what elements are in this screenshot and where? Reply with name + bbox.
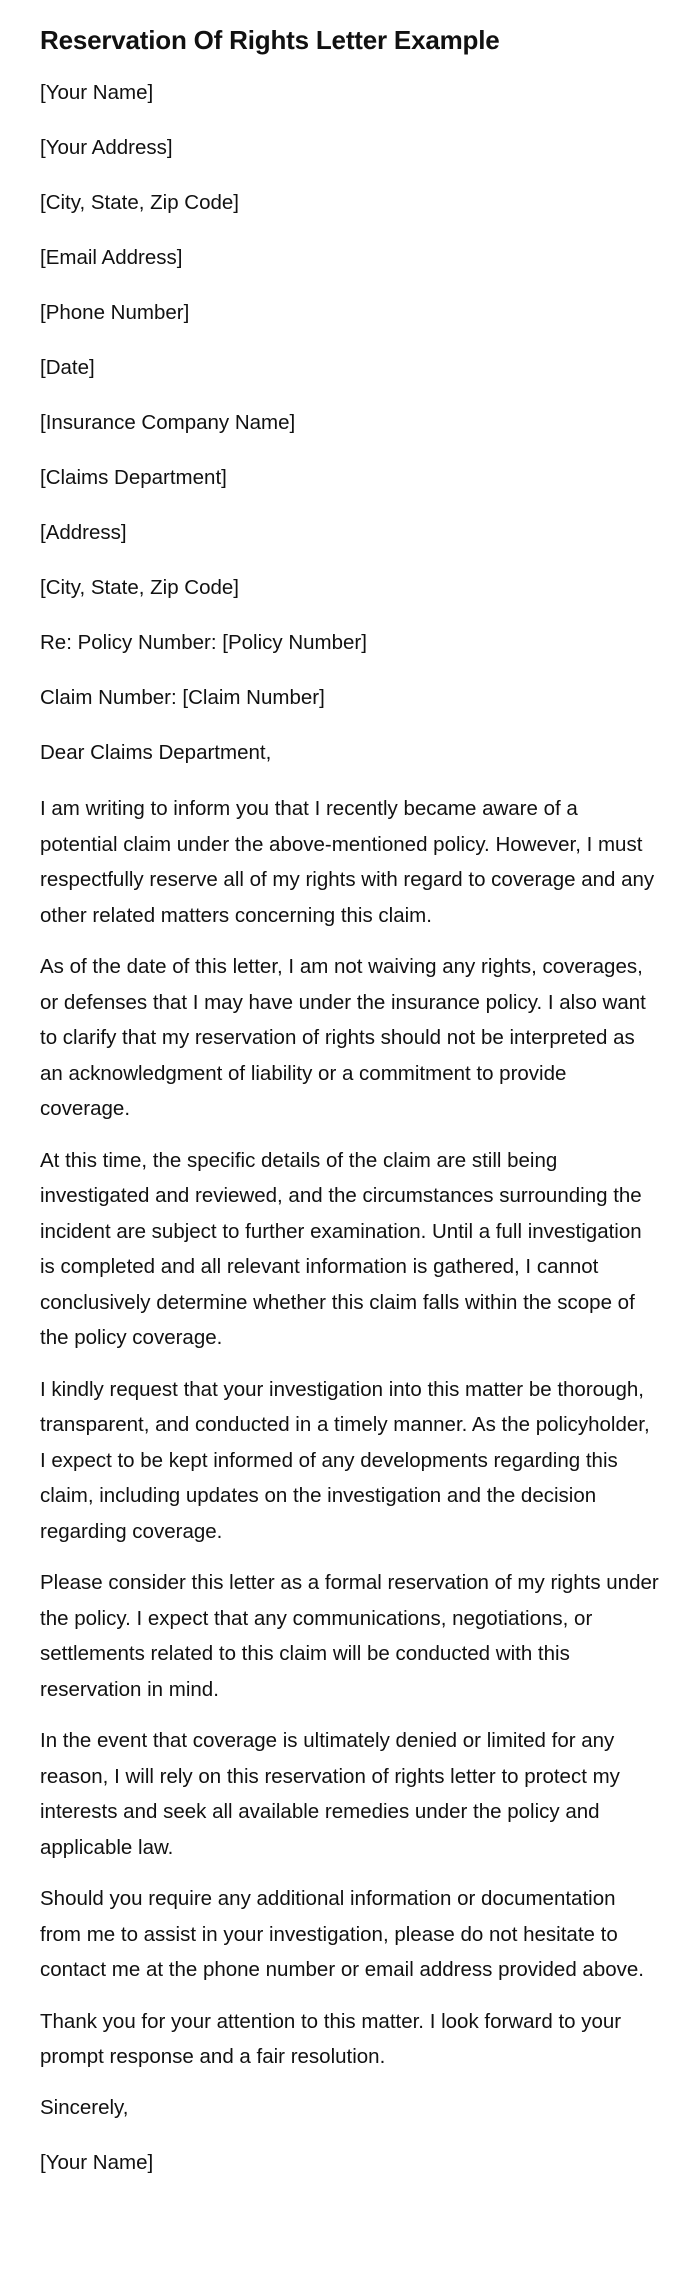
recipient-company: [Insurance Company Name]: [40, 411, 296, 434]
body-paragraph: At this time, the specific details of the claim are still being investigated and reviewed, and the circumstances surrounding the incident are subject to further examination. Until a full investigation is completed and all relevant information is gathered, I cannot conclusively determine whether this claim falls within the scope of the policy coverage.: [40, 1148, 642, 1349]
salutation: Dear Claims Department,: [40, 741, 272, 764]
sender-email: [Email Address]: [40, 246, 183, 269]
body-paragraph: I kindly request that your investigation into this matter be thorough, transparent, and conducted in a timely manner. As the policyholder, I expect to be kept informed of any developments regarding this claim, including updates on the investigation and the decision regarding coverage.: [40, 1377, 650, 1543]
sender-phone: [Phone Number]: [40, 301, 190, 324]
recipient-city-state-zip: [City, State, Zip Code]: [40, 576, 240, 599]
sender-address: [Your Address]: [40, 136, 173, 159]
body-paragraph: In the event that coverage is ultimately denied or limited for any reason, I will rely on this reservation of rights letter to protect my interests and seek all available remedies under the policy and applicable law.: [40, 1729, 620, 1859]
recipient-address: [Address]: [40, 521, 127, 544]
body-paragraph: As of the date of this letter, I am not waiving any rights, coverages, or defenses that I may have under the insurance policy. I also want to clarify that my reservation of rights should not be interpreted as an acknowledgment of liability or a commitment to provide coverage.: [40, 955, 646, 1120]
claim-reference: Claim Number: [Claim Number]: [40, 686, 325, 709]
body-paragraph: Please consider this letter as a formal reservation of my rights under the policy. I expect that any communications, negotiations, or settlements related to this claim will be conducted with this reservation in mind.: [40, 1571, 659, 1701]
recipient-department: [Claims Department]: [40, 466, 227, 489]
body-paragraph: Thank you for your attention to this matter. I look forward to your prompt response and a fair resolution.: [40, 2009, 622, 2068]
policy-reference: Re: Policy Number: [Policy Number]: [40, 631, 367, 654]
body-paragraph: I am writing to inform you that I recently became aware of a potential claim under the above-mentioned policy. However, I must respectfully reserve all of my rights with regard to coverage and any other related matters concerning this claim.: [40, 797, 655, 927]
sender-name: [Your Name]: [40, 81, 154, 104]
signature-name: [Your Name]: [40, 2150, 154, 2174]
closing: Sincerely,: [40, 2095, 129, 2119]
letter-date: [Date]: [40, 356, 95, 379]
body-paragraph: Should you require any additional information or documentation from me to assist in your investigation, please do not hesitate to contact me at the phone number or email address provided above.: [40, 1887, 644, 1981]
document-title: Reservation Of Rights Letter Example: [40, 25, 500, 55]
sender-city-state-zip: [City, State, Zip Code]: [40, 191, 240, 214]
